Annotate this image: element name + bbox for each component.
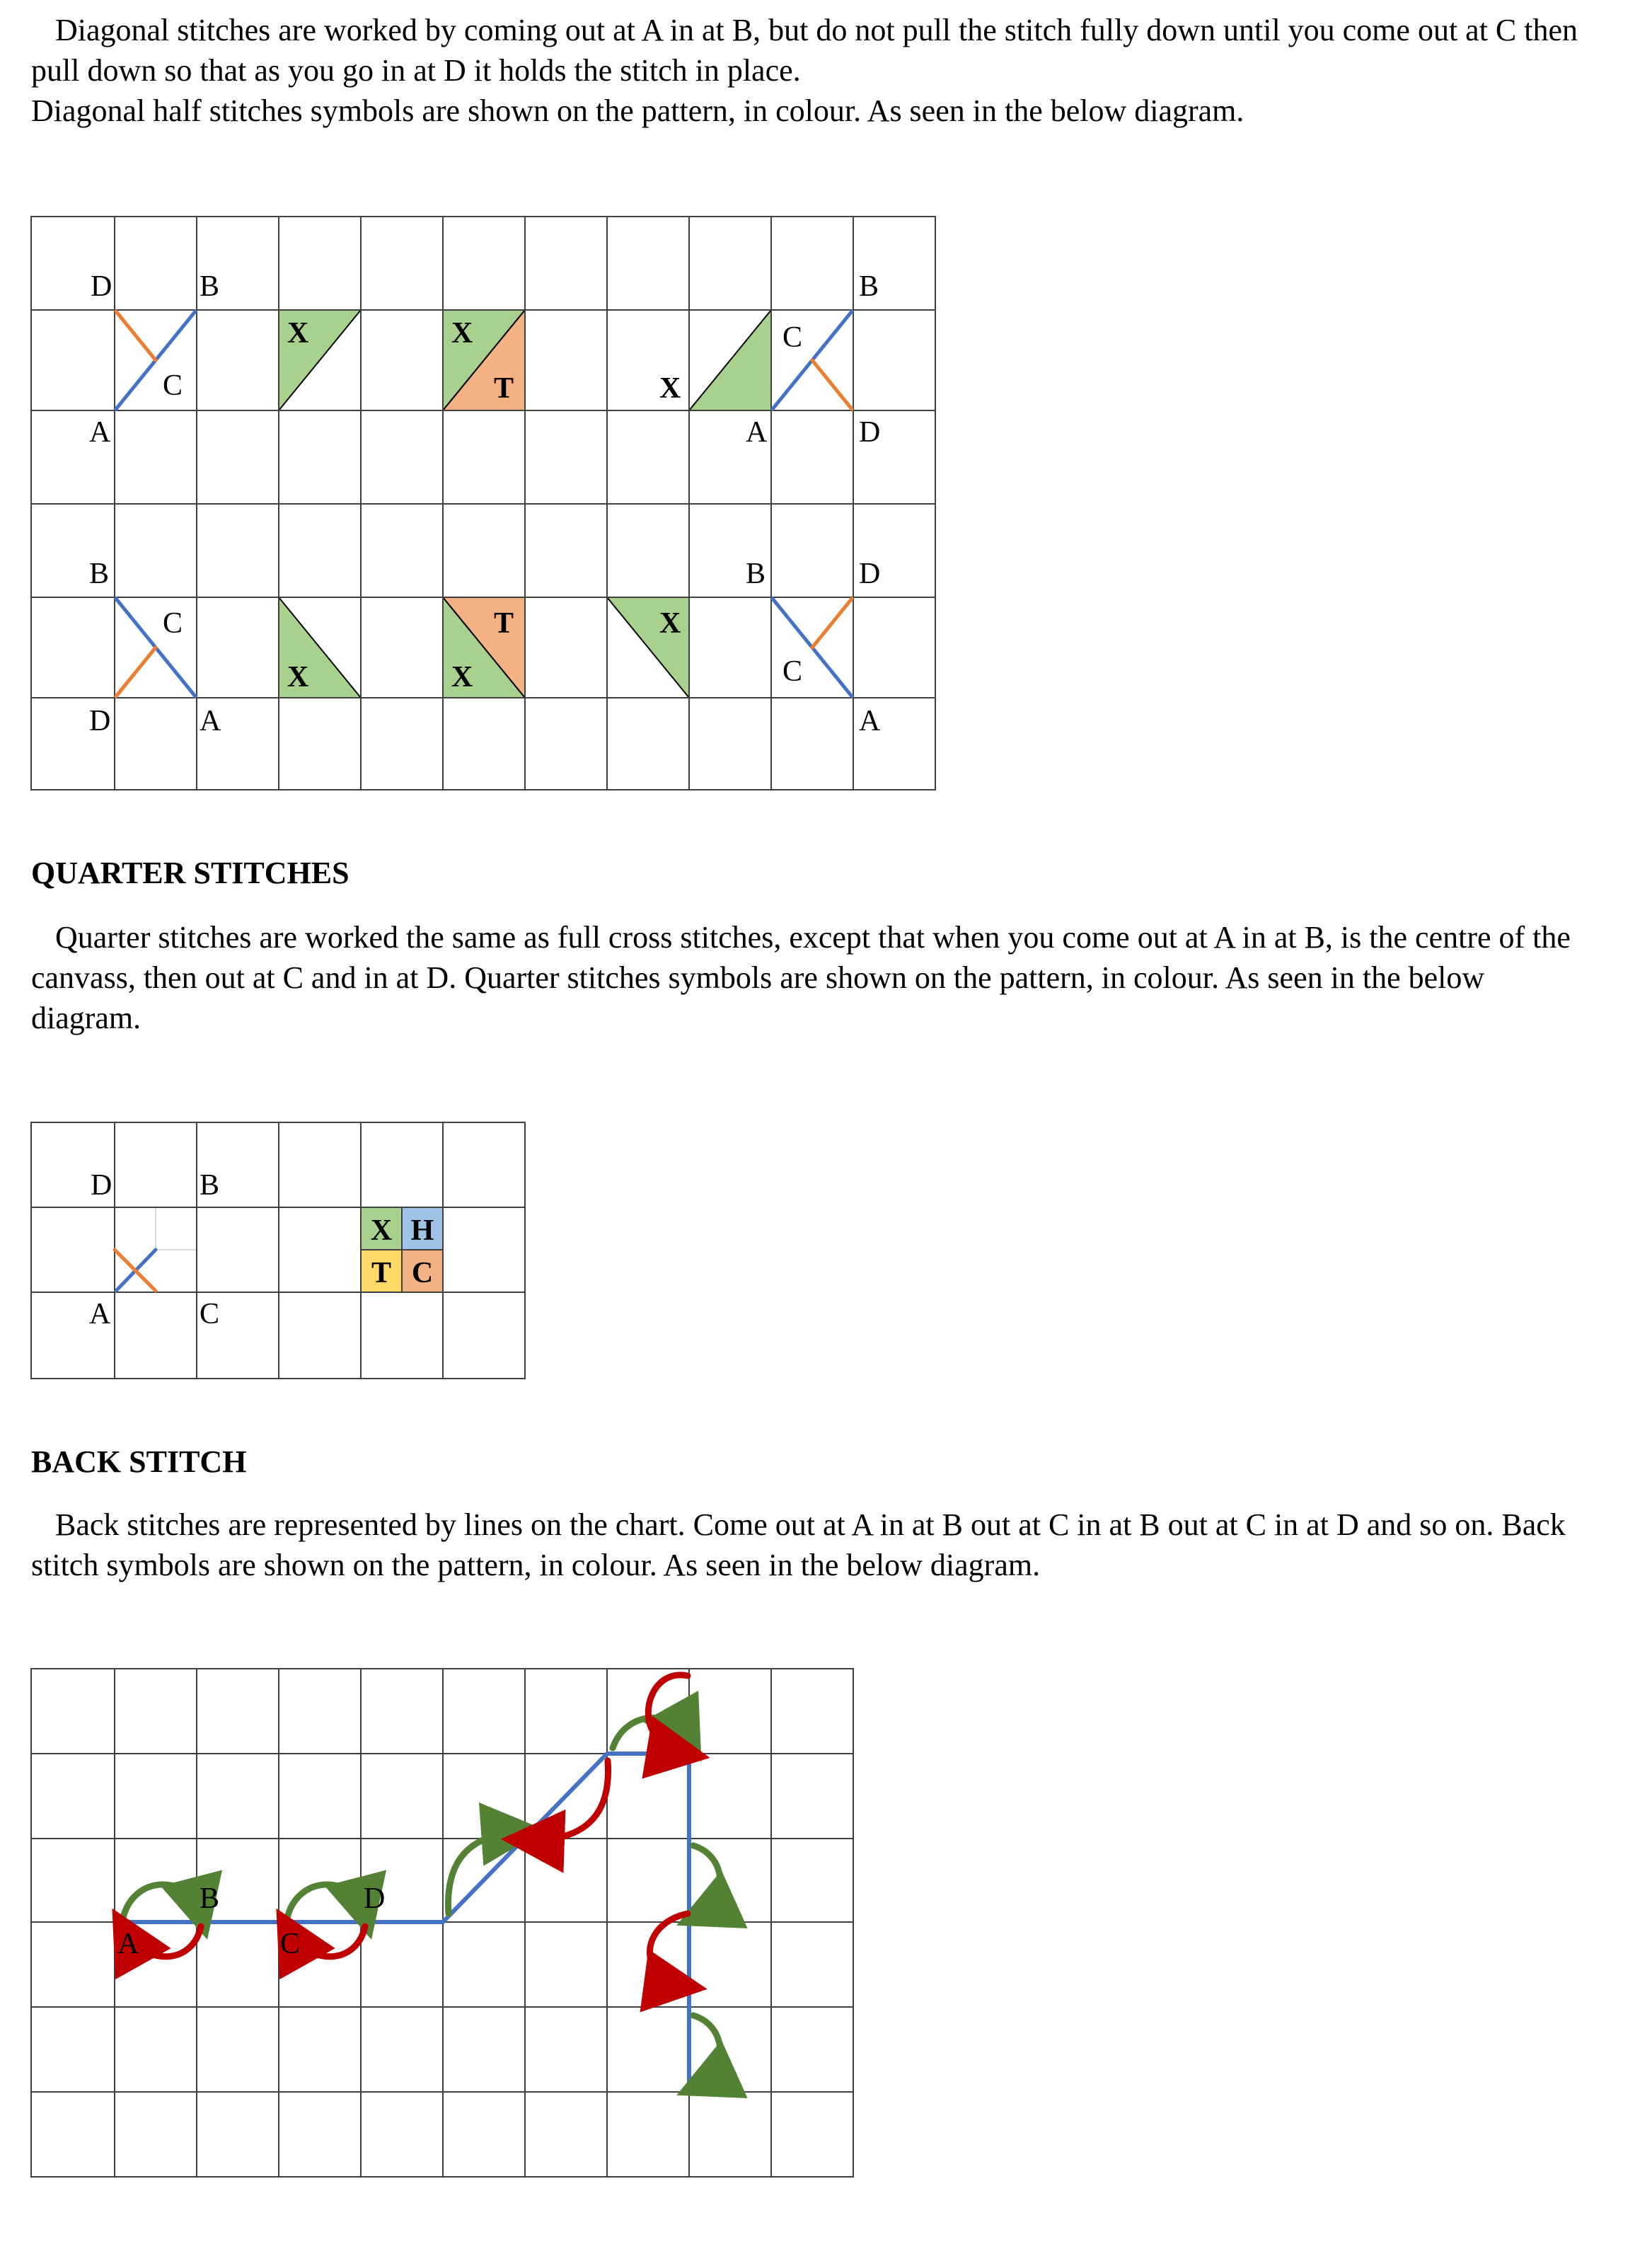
symbol-t: T	[494, 607, 514, 640]
red-arrow	[649, 1914, 688, 1986]
symbol-x: X	[451, 661, 473, 694]
symbol-c: C	[411, 1257, 434, 1289]
label-d: D	[859, 416, 881, 449]
green-arrow	[693, 1846, 720, 1915]
symbol-t: T	[494, 372, 514, 405]
red-arrow	[648, 1675, 688, 1754]
diagonal-stitch-diagram	[31, 217, 947, 797]
label-b: B	[200, 1882, 220, 1915]
label-d: D	[89, 705, 111, 737]
label-d: D	[91, 270, 112, 303]
symbol-x: X	[287, 661, 309, 694]
orange-stitch-line	[116, 648, 156, 696]
orange-stitch-line	[812, 599, 852, 648]
label-c: C	[782, 655, 803, 688]
red-arrow	[289, 1926, 365, 1957]
label-d: D	[364, 1882, 386, 1915]
label-c: C	[200, 1298, 220, 1330]
label-a: A	[859, 705, 881, 737]
diagonal-intro-text: Diagonal stitches are worked by coming out at A in at B, but do not pull the stitch fully down until you come out at C then pull down so that as you go in at D it holds the stitch in place. Diagonal half stitches symbols are shown on the pattern, in colour. As seen in the below diagram.	[31, 13, 1578, 128]
label-a: A	[746, 416, 768, 449]
red-arrow	[526, 1761, 608, 1840]
quarter-stitches-heading: QUARTER STITCHES	[31, 856, 350, 890]
back-stitch-diagram	[31, 1669, 866, 2185]
symbol-t: T	[371, 1257, 392, 1289]
label-b: B	[200, 1169, 220, 1202]
green-arrow	[449, 1831, 519, 1914]
label-b: B	[859, 270, 879, 303]
symbol-x: X	[287, 317, 309, 350]
label-a: A	[200, 705, 221, 737]
label-b: B	[746, 558, 766, 590]
label-d: D	[859, 558, 881, 590]
label-a: A	[89, 1298, 111, 1330]
green-triangle	[689, 310, 771, 410]
green-arrow	[693, 2015, 720, 2085]
label-a: A	[89, 416, 111, 449]
back-stitch-text: Back stitches are represented by lines on the chart. Come out at A in at B out at C in at B out at C in at D and so on. Back stitch symbols are shown on the pattern, in colour. As seen in the below diagram.	[31, 1507, 1566, 1582]
grid	[31, 217, 935, 790]
orange-stitch-line	[116, 311, 156, 360]
quarter-stitch-diagram	[31, 1122, 541, 1388]
grid	[31, 1122, 525, 1379]
symbol-x: X	[451, 317, 473, 350]
orange-stitch-line	[812, 360, 852, 409]
symbol-x: X	[659, 607, 681, 640]
label-a: A	[117, 1928, 139, 1960]
back-stitch-heading: BACK STITCH	[31, 1444, 247, 1479]
label-b: B	[200, 270, 220, 303]
label-d: D	[91, 1169, 112, 1202]
symbol-h: H	[410, 1214, 434, 1247]
symbol-x: X	[659, 372, 681, 405]
label-b: B	[89, 558, 110, 590]
label-c: C	[163, 607, 183, 640]
label-c: C	[280, 1928, 301, 1960]
label-c: C	[163, 369, 183, 402]
label-c: C	[782, 321, 803, 354]
green-arrow	[123, 1885, 201, 1918]
symbol-x: X	[370, 1214, 393, 1247]
green-arrow	[287, 1885, 365, 1918]
quarter-stitches-text: Quarter stitches are worked the same as full cross stitches, except that when you come out at A in at B, is the centre of the canvass, then out at C and in at D. Quarter stitches symbols are shown on the pattern, in colour. As seen in the below diagram.	[31, 920, 1571, 1035]
